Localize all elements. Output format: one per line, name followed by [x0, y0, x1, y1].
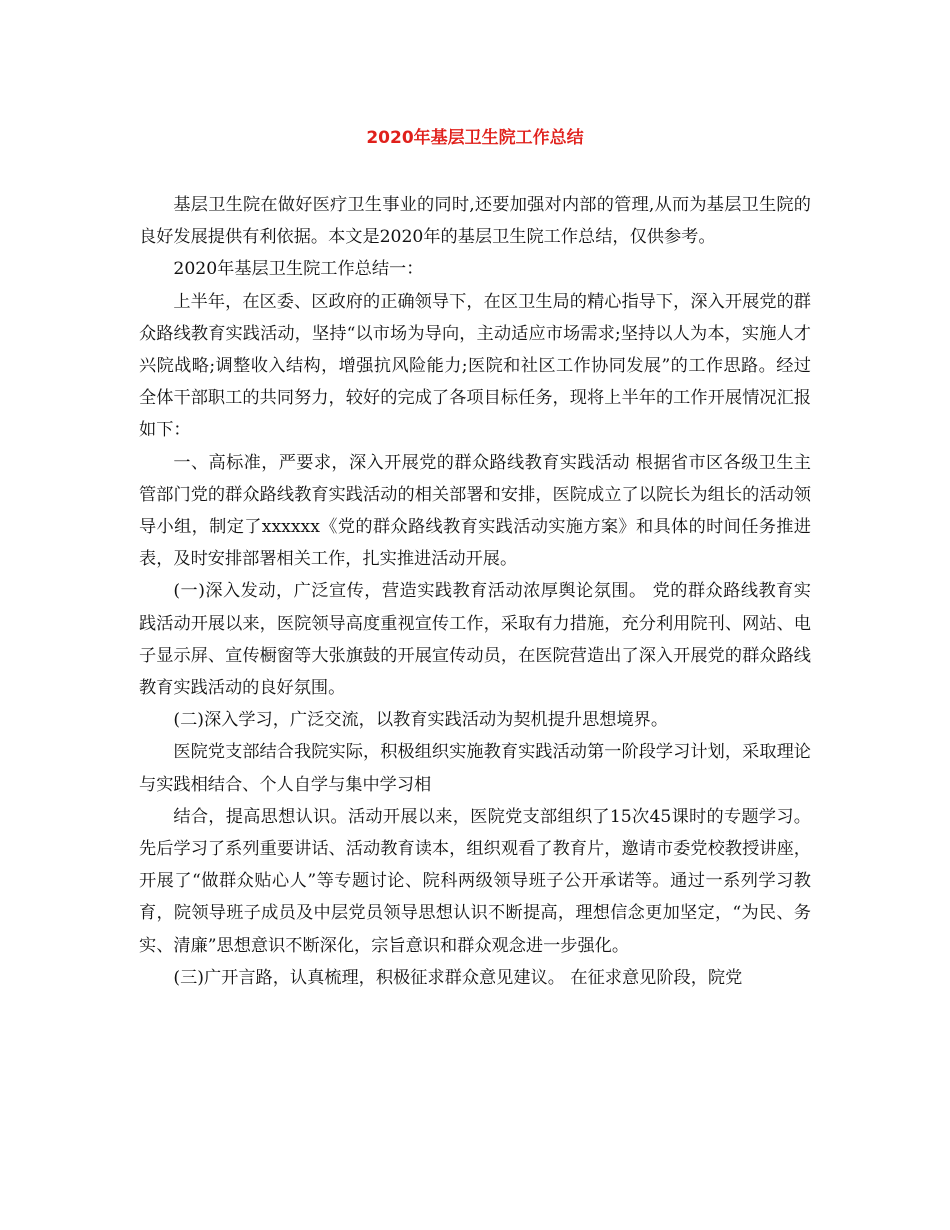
document-body	[139, 189, 811, 994]
paragraph-intro: 基层卫生院在做好医疗卫生事业的同时,还要加强对内部的管理,从而为基层卫生院的良好发展提供有利依据。本文是2020年的基层卫生院工作总结，仅供参考。	[139, 195, 811, 248]
paragraph-study-plan: 医院党支部结合我院实际，积极组织实施教育实践活动第一阶段学习计划，采取理论与实践相结合、个人自学与集中学习相	[139, 742, 811, 795]
paragraph-item-three: (三)广开言路，认真梳理，积极征求群众意见建议。 在征求意见阶段，院党	[173, 967, 743, 988]
document-title: 2020年基层卫生院工作总结	[366, 128, 584, 148]
paragraph-section-one: 一、高标准，严要求，深入开展党的群众路线教育实践活动 根据省市区各级卫生主管部门党的群众路线教育实践活动的相关部署和安排，医院成立了以院长为组长的活动领导小组，制定了xxxxxx《党的群众路线教育实践活动实施方案》和具体的时间任务推进表，及时安排部署相关工作，扎实推进活动开展。	[139, 452, 811, 570]
paragraph-overview: 上半年，在区委、区政府的正确领导下，在区卫生局的精心指导下，深入开展党的群众路线教育实践活动，坚持“以市场为导向，主动适应市场需求;坚持以人为本，实施人才兴院战略;调整收入结构，增强抗风险能力;医院和社区工作协同发展”的工作思路。经过全体干部职工的共同努力，较好的完成了各项目标任务，现将上半年的工作开展情况汇报如下：	[139, 291, 811, 441]
paragraph-study-results: 结合，提高思想认识。活动开展以来，医院党支部组织了15次45课时的专题学习。先后学习了系列重要讲话、活动教育读本，组织观看了教育片，邀请市委党校教授讲座，开展了“做群众贴心人”等专题讨论、院科两级领导班子公开承诺等。通过一系列学习教育，院领导班子成员及中层党员领导思想认识不断提高，理想信念更加坚定，“为民、务实、清廉”思想意识不断深化，宗旨意识和群众观念进一步强化。	[139, 806, 811, 956]
paragraph-item-two: (二)深入学习，广泛交流，以教育实践活动为契机提升思想境界。	[173, 710, 669, 731]
paragraph-item-one: (一)深入发动，广泛宣传，营造实践教育活动浓厚舆论氛围。 党的群众路线教育实践活动开展以来，医院领导高度重视宣传工作，采取有力措施，充分利用院刊、网站、电子显示屏、宣传橱窗等大张旗鼓的开展宣传动员，在医院营造出了深入开展党的群众路线教育实践活动的良好氛围。	[139, 581, 811, 699]
paragraph-subtitle: 2020年基层卫生院工作总结一：	[173, 259, 424, 280]
